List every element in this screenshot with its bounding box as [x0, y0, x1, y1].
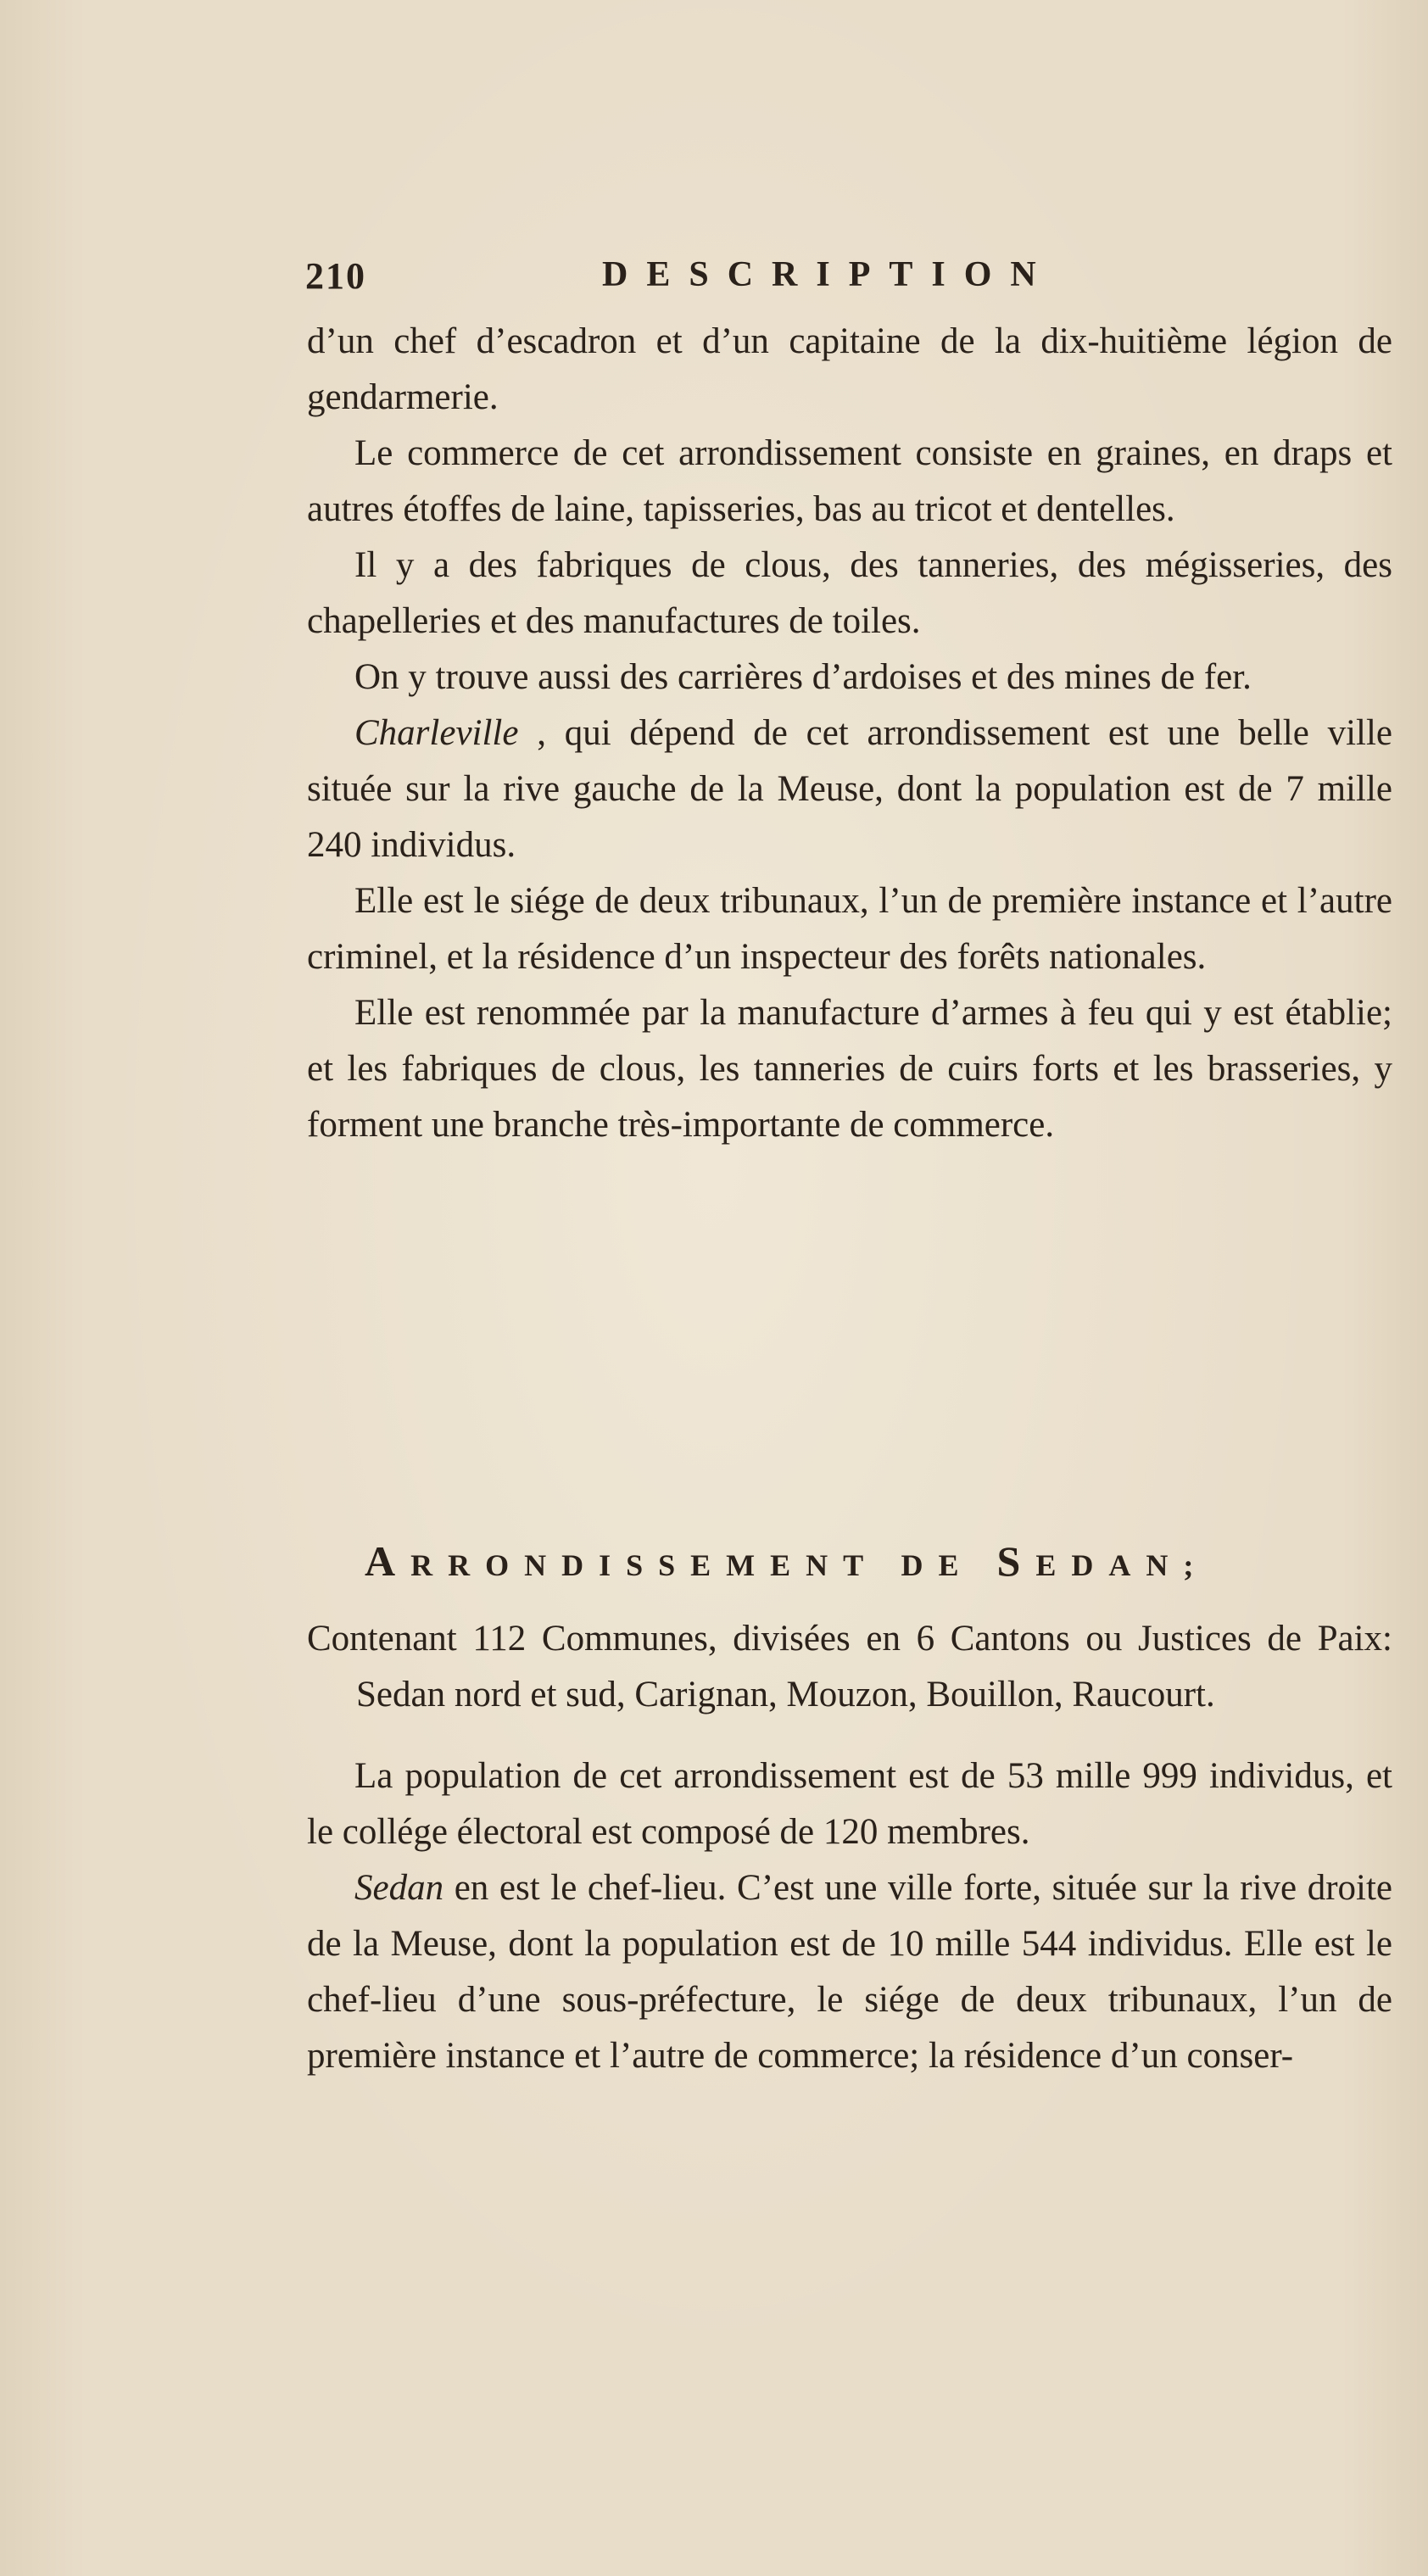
paragraph-charleville — [307, 705, 1392, 873]
sedan-text: en est le chef-lieu. C’est une ville forte, située sur la rive droite de la Meuse, dont la population est de 10 mille 544 individus. Elle est le chef-lieu d’une sous-préfecture, le siége de deux tribunaux, l’un de première instance et l’autre de commerce; la résidence d’un conser- — [307, 1868, 1393, 2076]
paragraph-commerce: Le commerce de cet arrondissement consiste en graines, en draps et autres étoffes de laine, tapisseries, bas au tricot et dentelles. — [307, 433, 1392, 529]
paragraph-continuation: d’un chef d’escadron et d’un capitaine de la dix-huitième légion de gendarmerie. — [307, 321, 1392, 417]
running-head — [305, 254, 1153, 322]
paragraph-tribunaux: Elle est le siége de deux tribunaux, l’un de première instance et l’autre criminel, et la résidence d’un inspecteur des forêts nationales. — [307, 881, 1392, 977]
body-text-upper — [307, 314, 1392, 1153]
paragraph-fabriques: Il y a des fabriques de clous, des tanneries, des mégisseries, des chapelleries et des manufactures de toiles. — [307, 545, 1392, 641]
heading-word-sedan: EDAN; — [1035, 1548, 1209, 1582]
cantons-rest: Justices de Paix: Sedan nord et sud, Carignan, Mouzon, Bouillon, Raucourt. — [356, 1619, 1393, 1715]
place-name-sedan: Sedan — [354, 1868, 444, 1908]
heading-word-arrondissement: RRONDISSEMENT — [410, 1548, 879, 1582]
heading-initial-s: S — [996, 1537, 1036, 1585]
page-number: 210 — [305, 255, 366, 297]
section-heading — [365, 1536, 1208, 1586]
cantons-first-line: Contenant 112 Communes, divisées en 6 Cantons ou — [307, 1619, 1123, 1659]
charleville-text: , qui dépend de cet arrondissement est une belle ville située sur la rive gauche de la Meuse, dont la population est de 7 mille 240 individus. — [307, 713, 1393, 865]
heading-word-de: DE — [901, 1548, 974, 1582]
heading-initial-a: A — [365, 1537, 411, 1585]
running-title: DESCRIPTION — [602, 255, 1055, 294]
paragraph-sedan — [307, 1860, 1392, 2084]
paragraph-population: La population de cet arrondissement est de 53 mille 999 individus, et le collége électoral est composé de 120 membres. — [307, 1756, 1392, 1852]
place-name-charleville: Charleville — [354, 713, 519, 753]
paragraph-armes: Elle est renommée par la manufacture d’armes à feu qui y est établie; et les fabriques de clous, les tanneries de cuirs forts et les brasseries, y forment une branche très-importante de commerce. — [307, 993, 1392, 1145]
paragraph-carrieres: On y trouve aussi des carrières d’ardoises et des mines de fer. — [354, 657, 1252, 697]
paragraph-cantons — [307, 1611, 1392, 1723]
body-text-lower — [307, 1611, 1392, 2084]
